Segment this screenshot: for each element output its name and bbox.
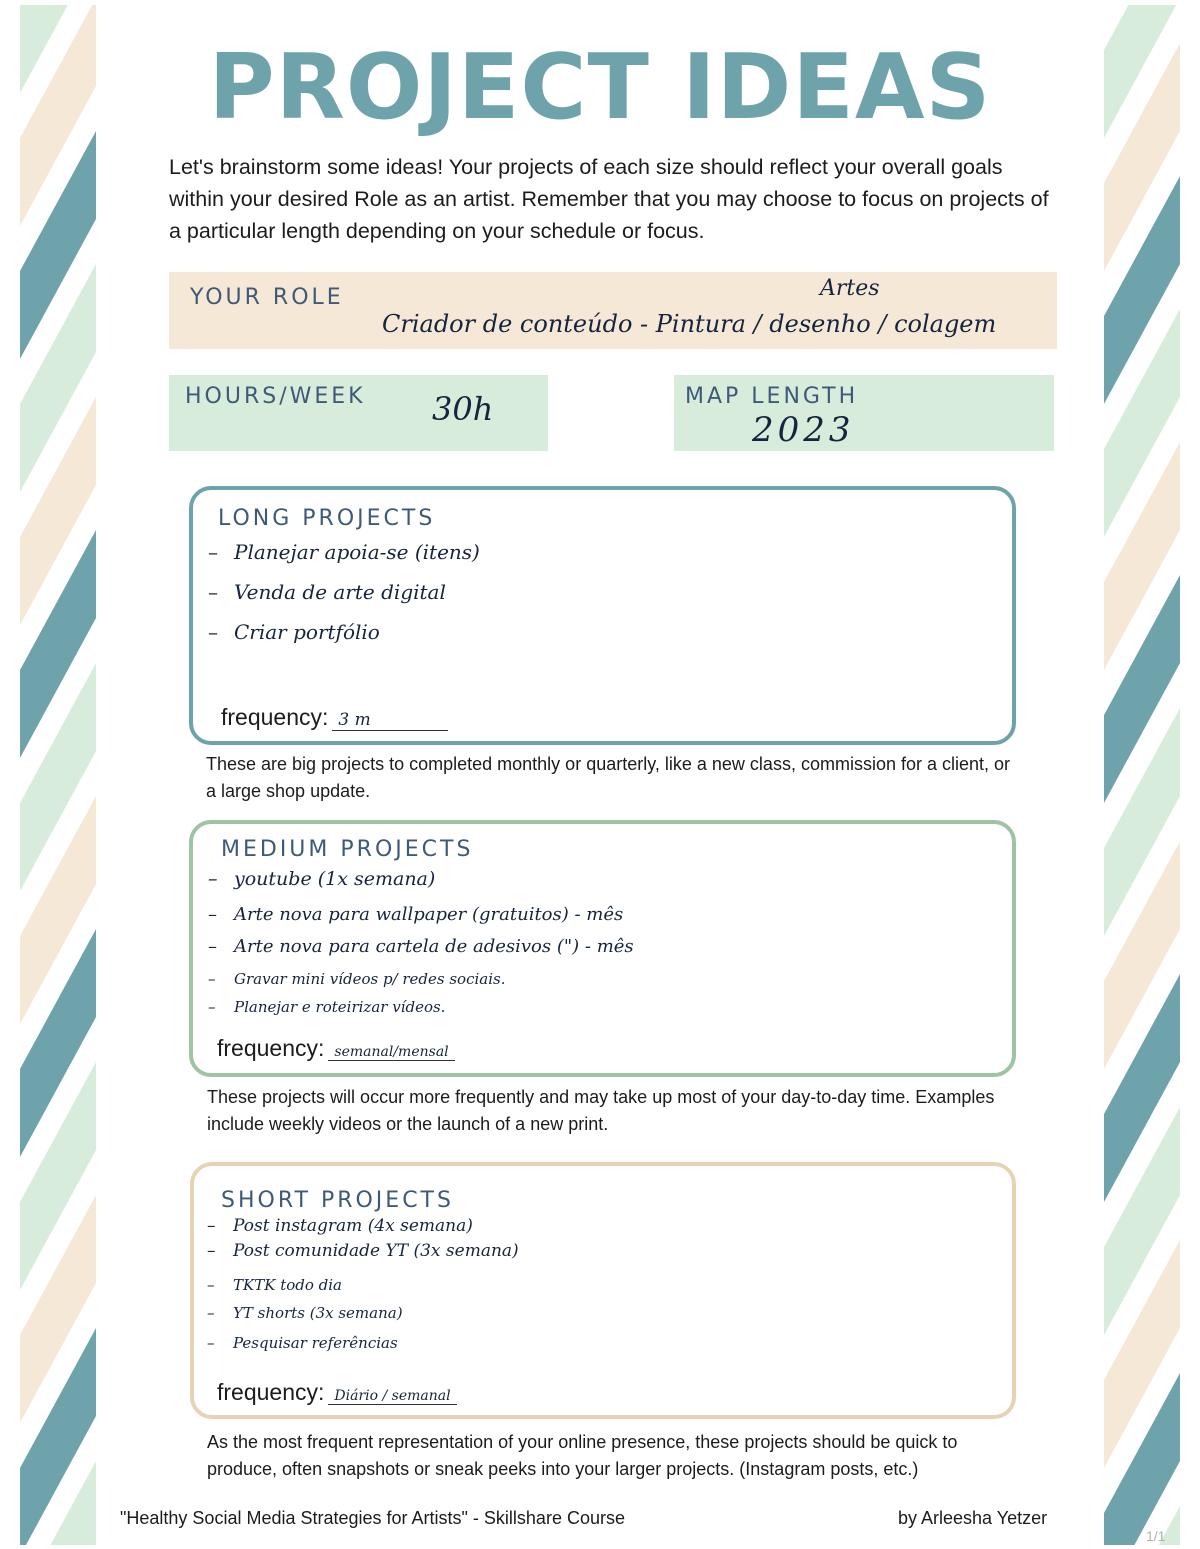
list-item: – Pesquisar referências (207, 1334, 519, 1362)
frequency-value: 3 m (332, 710, 448, 731)
map-length-value: 2023 (752, 410, 855, 450)
long-projects-heading: LONG PROJECTS (218, 506, 436, 531)
long-frequency-row (221, 704, 448, 731)
frequency-label: frequency: (217, 1379, 325, 1405)
frequency-label: frequency: (217, 1035, 325, 1061)
frequency-value: Diário / semanal (328, 1388, 456, 1405)
right-stripe-border (1104, 5, 1180, 1545)
list-item: – Arte nova para wallpaper (gratuitos) - mês (208, 904, 634, 936)
left-stripe-border (20, 5, 96, 1545)
short-projects-description: As the most frequent representation of your online presence, these projects should be quick to produce, often snapshots or sneak peeks into your larger projects. (Instagram posts, etc.) (207, 1432, 958, 1479)
medium-projects-heading: MEDIUM PROJECTS (221, 837, 474, 862)
hours-value: 30h (432, 390, 494, 428)
list-item: – Post comunidade YT (3x semana) (207, 1241, 519, 1276)
list-item: – YT shorts (3x semana) (207, 1304, 519, 1334)
list-item: – Venda de arte digital (208, 580, 480, 620)
medium-projects-description: These projects will occur more frequently and may take up most of your day-to-day time. Examples include weekly videos or the launch of a new print. (207, 1087, 995, 1134)
long-projects-description: These are big projects to completed monthly or quarterly, like a new class, commission for a client, or a large shop update. (206, 754, 1011, 801)
role-label: YOUR ROLE (190, 285, 344, 310)
frequency-value: semanal/mensal (328, 1044, 454, 1061)
page-indicator: 1/1 (1146, 1528, 1166, 1544)
footer-author: by Arleesha Yetzer (898, 1508, 1048, 1528)
short-frequency-row (217, 1379, 457, 1406)
role-value: Criador de conteúdo - Pintura / desenho / colagem (382, 310, 997, 338)
list-item: – Planejar apoia-se (itens) (208, 540, 480, 580)
page-title: PROJECT IDEAS (208, 35, 992, 140)
short-projects-list (207, 1216, 519, 1362)
list-item: – Arte nova para cartela de adesivos (") - mês (208, 936, 634, 970)
hours-label: HOURS/WEEK (185, 384, 366, 409)
list-item: – Criar portfólio (208, 620, 480, 660)
short-projects-heading: SHORT PROJECTS (221, 1188, 454, 1213)
list-item: – Gravar mini vídeos p/ redes sociais. (208, 970, 634, 998)
list-item: – Planejar e roteirizar vídeos. (208, 998, 634, 1026)
role-annotation: Artes (820, 276, 880, 301)
footer-course: "Healthy Social Media Strategies for Artists" - Skillshare Course (120, 1508, 625, 1528)
map-length-label: MAP LENGTH (685, 384, 859, 409)
medium-frequency-row (217, 1035, 455, 1062)
list-item: – youtube (1x semana) (208, 868, 634, 904)
long-projects-list (208, 540, 480, 660)
frequency-label: frequency: (221, 704, 329, 730)
intro-paragraph: Let's brainstorm some ideas! Your projects of each size should reflect your overall goals within your desired Role as an artist. Remember that you may choose to focus on projects of a particular length depending on your schedule or focus. (169, 155, 1049, 243)
list-item: – Post instagram (4x semana) (207, 1216, 519, 1241)
medium-projects-list (208, 868, 634, 1026)
list-item: – TKTK todo dia (207, 1276, 519, 1304)
